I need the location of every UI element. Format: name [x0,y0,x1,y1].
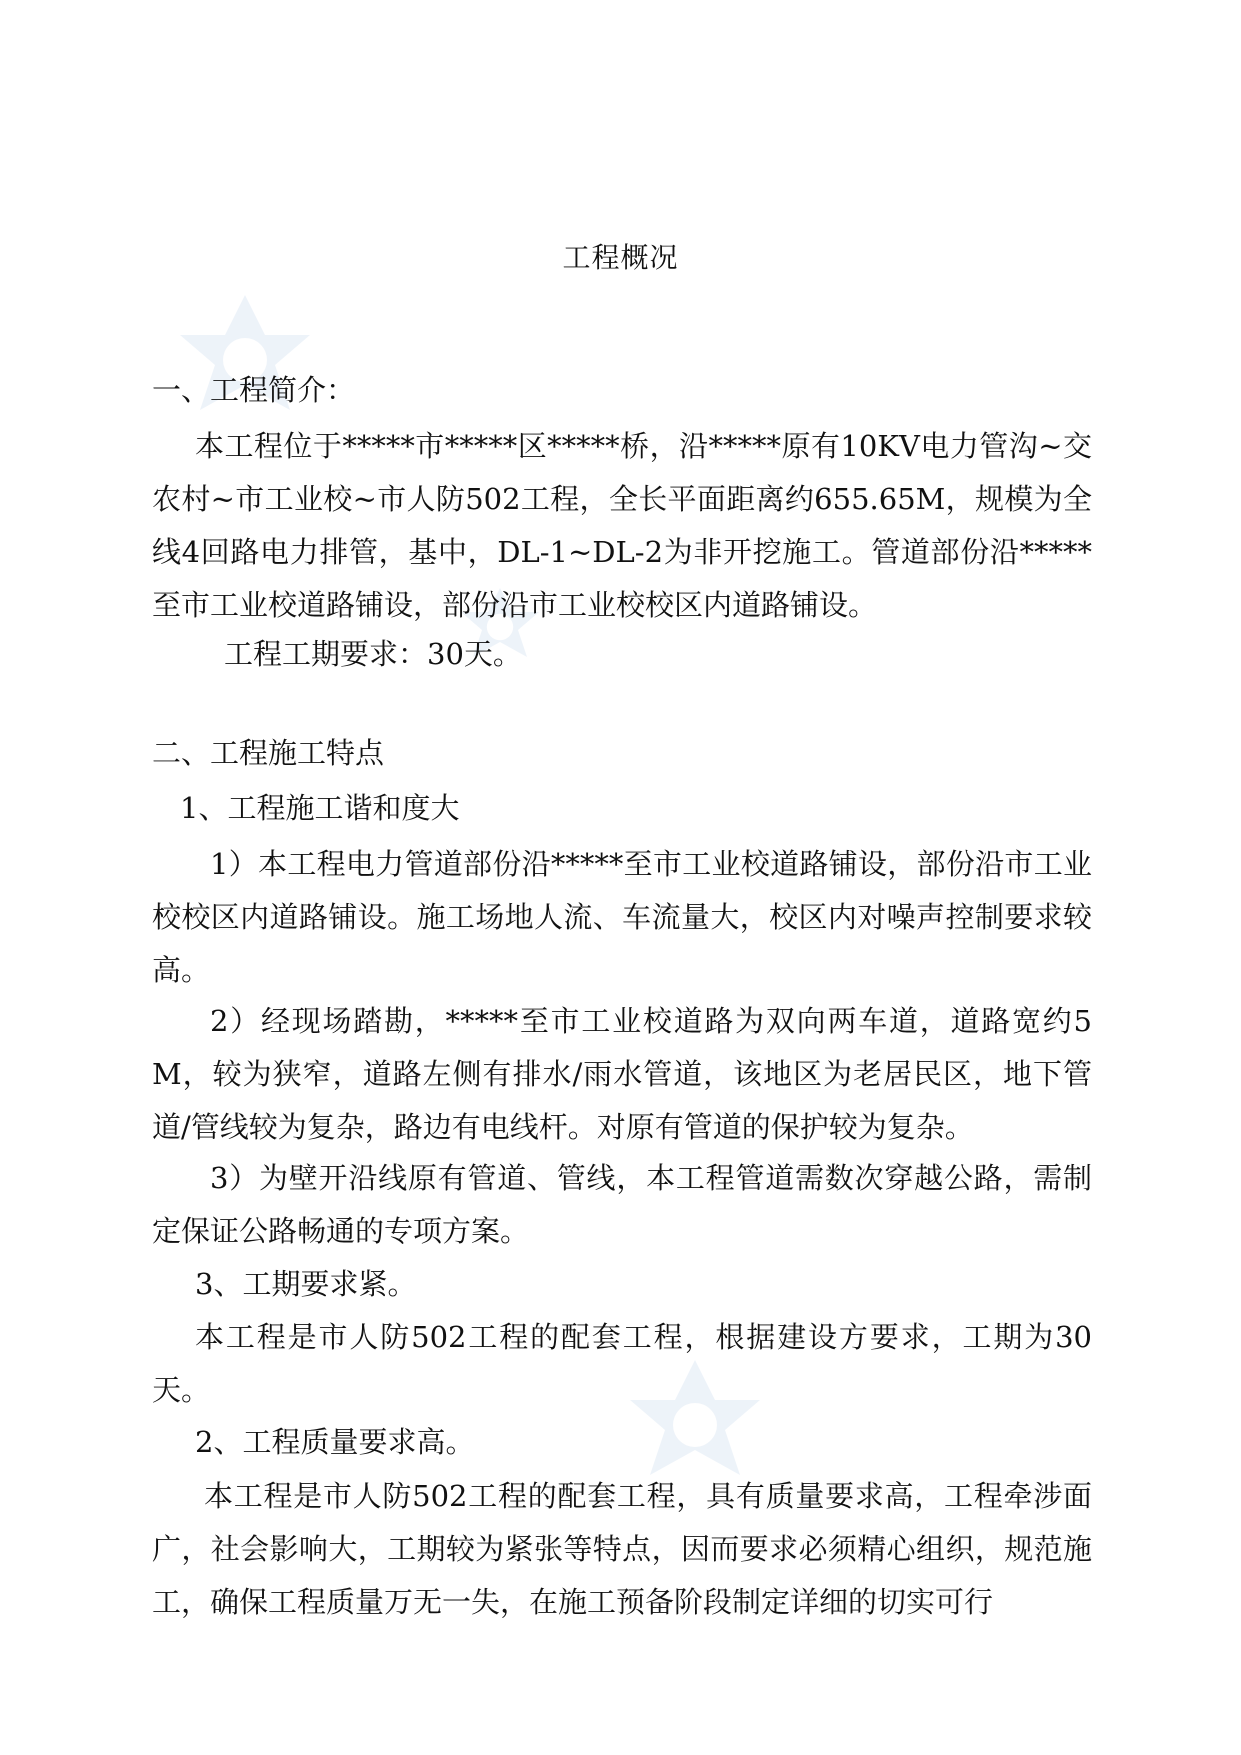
quality-paragraph: 本工程是市人防502工程的配套工程，具有质量要求高，工程牵涉面广，社会影响大，工期较为紧张等特点，因而要求必须精心组织，规范施工，确保工程质量万无一失，在施工预备阶段制定详细的切实可行 [152,1479,1092,1619]
subsection-1-heading: 1、工程施工谐和度大 [180,791,460,825]
item-2-paragraph: 2）经现场踏勘，*****至市工业校道路为双向两车道，道路宽约5M，较为狭窄，道路左侧有排水/雨水管道，该地区为老居民区，地下管道/管线较为复杂，路边有电线杆。对原有管道的保护较为复杂。 [152,1004,1092,1144]
subsection-3-heading: 3、工期要求紧。 [195,1267,417,1301]
schedule-paragraph: 本工程是市人防502工程的配套工程，根据建设方要求，工期为30天。 [152,1320,1092,1407]
section1-duration: 工程工期要求：30天。 [224,637,522,671]
section1-heading: 一、工程简介： [152,373,356,407]
section2-heading: 二、工程施工特点 [152,736,385,770]
subsection-2-heading: 2、工程质量要求高。 [195,1425,475,1459]
item-3-paragraph: 3）为壁开沿线原有管道、管线，本工程管道需数次穿越公路，需制定保证公路畅通的专项方案。 [152,1161,1092,1248]
page-title: 工程概况 [562,241,679,274]
item-1-paragraph: 1）本工程电力管道部份沿*****至市工业校道路铺设，部份沿市工业校校区内道路铺设。施工场地人流、车流量大，校区内对噪声控制要求较高。 [152,847,1092,987]
section1-paragraph: 本工程位于*****市*****区*****桥，沿*****原有10KV电力管沟~交农村~市工业校~市人防502工程，全长平面距离约655.65M，规模为全线4回路电力排管，基中，DL-1~DL-2为非开挖施工。管道部份沿*****至市工业校道路铺设，部份沿市工业校校区内道路铺设。 [152,429,1092,622]
